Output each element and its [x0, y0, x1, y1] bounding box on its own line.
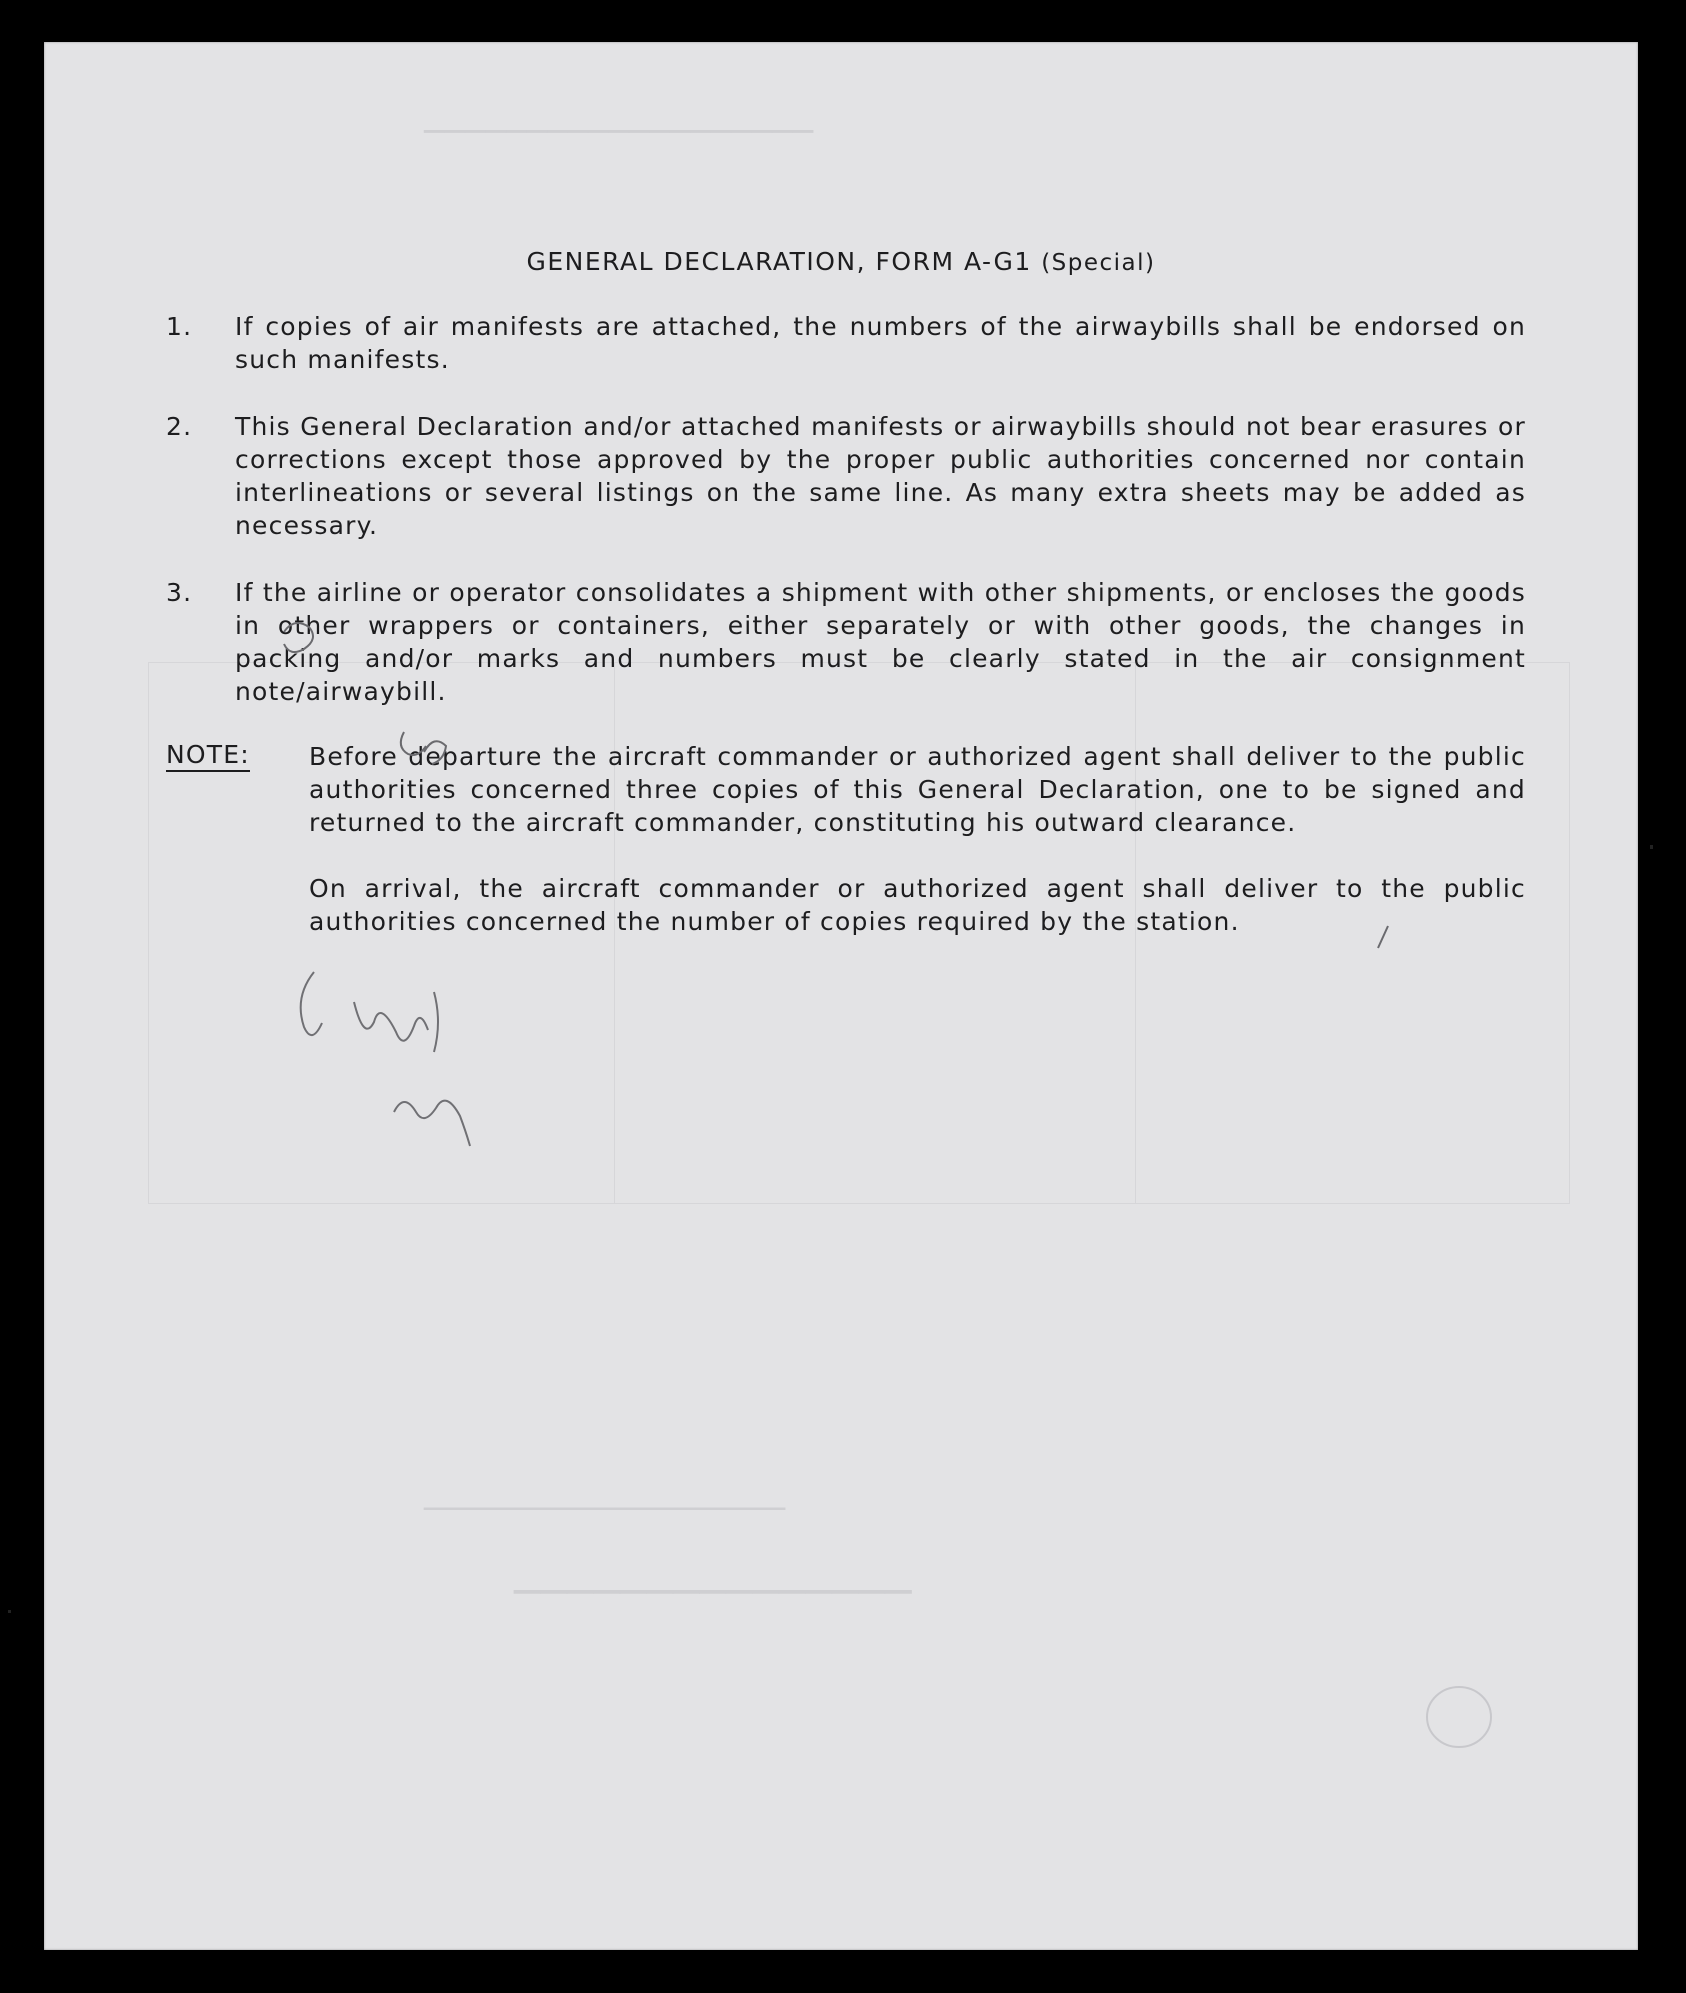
item-text: This General Declaration and/or attached manifests or airwaybills should not bear erasures or corrections except those approved by the proper public authorities concerned nor contain interlineations or several listings on the same line. As many extra sheets may be added as necessary.: [235, 412, 1526, 540]
document-page: [44, 42, 1638, 1950]
faint-stamp-circle: [1414, 1672, 1504, 1762]
list-item: [166, 410, 1526, 542]
form-title-main: GENERAL DECLARATION, FORM A-G1: [526, 247, 1032, 276]
speck: [1650, 845, 1653, 849]
note-label: NOTE:: [166, 740, 250, 772]
item-number: 1.: [166, 312, 193, 341]
bleed-through-heading: ───────────────────: [424, 112, 813, 152]
list-item: [166, 576, 1526, 708]
item-number: 3.: [166, 578, 193, 607]
form-title: [44, 247, 1638, 276]
item-text: If the airline or operator consolidates a shipment with other shipments, or encloses the goods in other wrappers or containers, either separately or with other goods, the changes in packing and/or marks and numbers must be clearly stated in the air consignment note/airwaybill.: [235, 578, 1526, 706]
bleed-through-line: ────────────────────: [424, 1492, 786, 1527]
form-title-suffix: (Special): [1041, 250, 1156, 276]
item-number: 2.: [166, 412, 193, 441]
note-section: [166, 740, 1526, 938]
bleed-through-line: ───────────────: [514, 1567, 912, 1618]
list-item: [166, 310, 1526, 376]
item-text: If copies of air manifests are attached, the numbers of the airwaybills shall be endorsed on such manifests.: [235, 312, 1526, 374]
note-paragraph: On arrival, the aircraft commander or authorized agent shall deliver to the public authorities concerned the number of copies required by the station.: [309, 874, 1526, 936]
note-paragraph: Before departure the aircraft commander or authorized agent shall deliver to the public authorities concerned three copies of this General Declaration, one to be signed and returned to the aircraft commander, constituting his outward clearance.: [309, 742, 1526, 837]
speck: [8, 1610, 11, 1613]
